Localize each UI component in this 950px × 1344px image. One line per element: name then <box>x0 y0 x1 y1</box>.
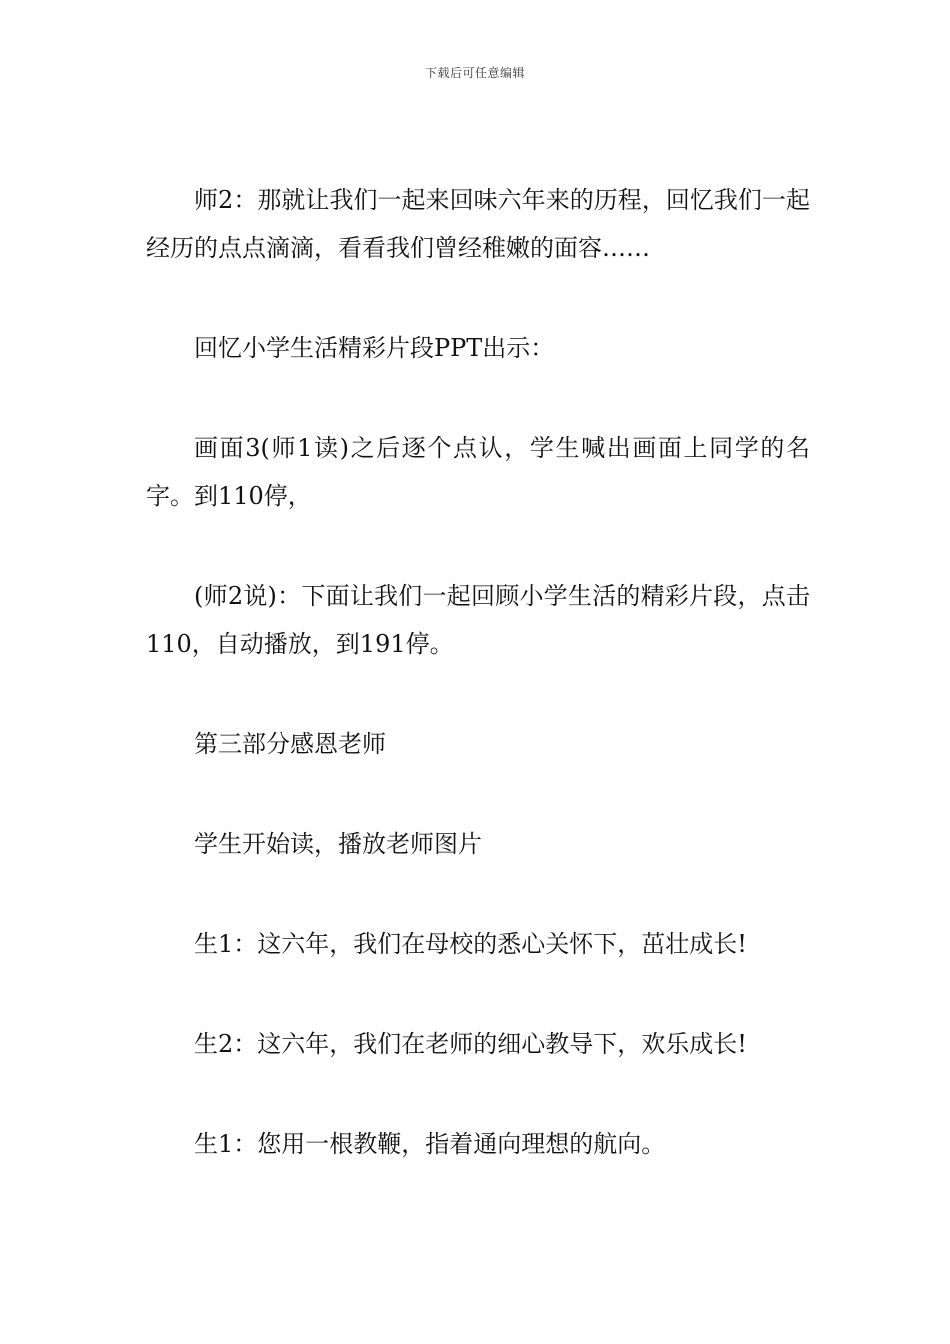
document-body <box>146 176 810 1168</box>
paragraph-student1-line2: 生1：您用一根教鞭，指着通向理想的航向。 <box>194 1130 666 1158</box>
section-heading-part3: 第三部分感恩老师 <box>194 730 386 758</box>
paragraph-ppt-show: 回忆小学生活精彩片段PPT出示： <box>194 334 555 362</box>
paragraph-teacher2-recall: 师2：那就让我们一起来回味六年来的历程，回忆我们一起经历的点点滴滴，看看我们曾经稚嫩的面容…… <box>146 186 810 262</box>
paragraph-student1-line1: 生1：这六年，我们在母校的悉心关怀下，茁壮成长! <box>194 930 747 958</box>
paragraph-screen3: 画面3(师1读)之后逐个点认，学生喊出画面上同学的名字。到110停， <box>146 434 810 510</box>
paragraph-students-read: 学生开始读，播放老师图片 <box>194 830 482 858</box>
page-header: 下载后可任意编辑 <box>424 66 525 80</box>
paragraph-student2-line1: 生2：这六年，我们在老师的细心教导下，欢乐成长! <box>194 1030 747 1058</box>
paragraph-teacher2-says: (师2说)：下面让我们一起回顾小学生活的精彩片段，点击110，自动播放，到191停。 <box>146 582 810 658</box>
